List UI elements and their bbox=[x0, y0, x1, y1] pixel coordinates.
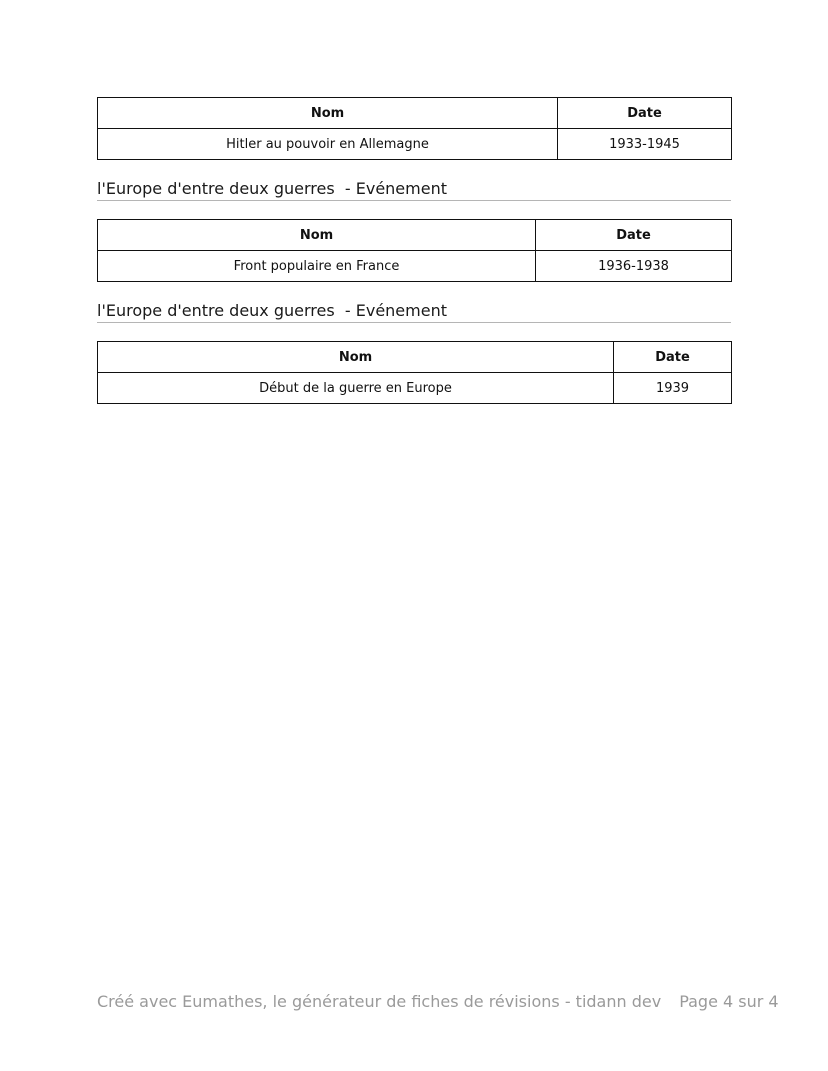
event-name-cell: Front populaire en France bbox=[98, 251, 536, 282]
column-header-date: Date bbox=[536, 220, 732, 251]
event-table-2 bbox=[97, 219, 732, 282]
table-header-row bbox=[98, 342, 732, 373]
column-header-name: Nom bbox=[98, 342, 614, 373]
event-date-cell: 1939 bbox=[614, 373, 732, 404]
column-header-name: Nom bbox=[98, 220, 536, 251]
column-header-name: Nom bbox=[98, 98, 558, 129]
footer-credit: Créé avec Eumathes, le générateur de fiches de révisions - tidann dev bbox=[97, 992, 662, 1011]
table-row bbox=[98, 373, 732, 404]
section-title-3: l'Europe d'entre deux guerres - Evénement bbox=[97, 301, 731, 323]
table-row bbox=[98, 251, 732, 282]
table-row bbox=[98, 129, 732, 160]
event-table-3 bbox=[97, 341, 732, 404]
page-footer bbox=[97, 992, 779, 1012]
event-name-cell: Hitler au pouvoir en Allemagne bbox=[98, 129, 558, 160]
event-table-1 bbox=[97, 97, 732, 160]
event-date-cell: 1936-1938 bbox=[536, 251, 732, 282]
table-header-row bbox=[98, 220, 732, 251]
column-header-date: Date bbox=[614, 342, 732, 373]
page-number: Page 4 sur 4 bbox=[679, 992, 779, 1011]
event-name-cell: Début de la guerre en Europe bbox=[98, 373, 614, 404]
event-date-cell: 1933-1945 bbox=[558, 129, 732, 160]
column-header-date: Date bbox=[558, 98, 732, 129]
table-header-row bbox=[98, 98, 732, 129]
section-title-2: l'Europe d'entre deux guerres - Evénement bbox=[97, 179, 731, 201]
